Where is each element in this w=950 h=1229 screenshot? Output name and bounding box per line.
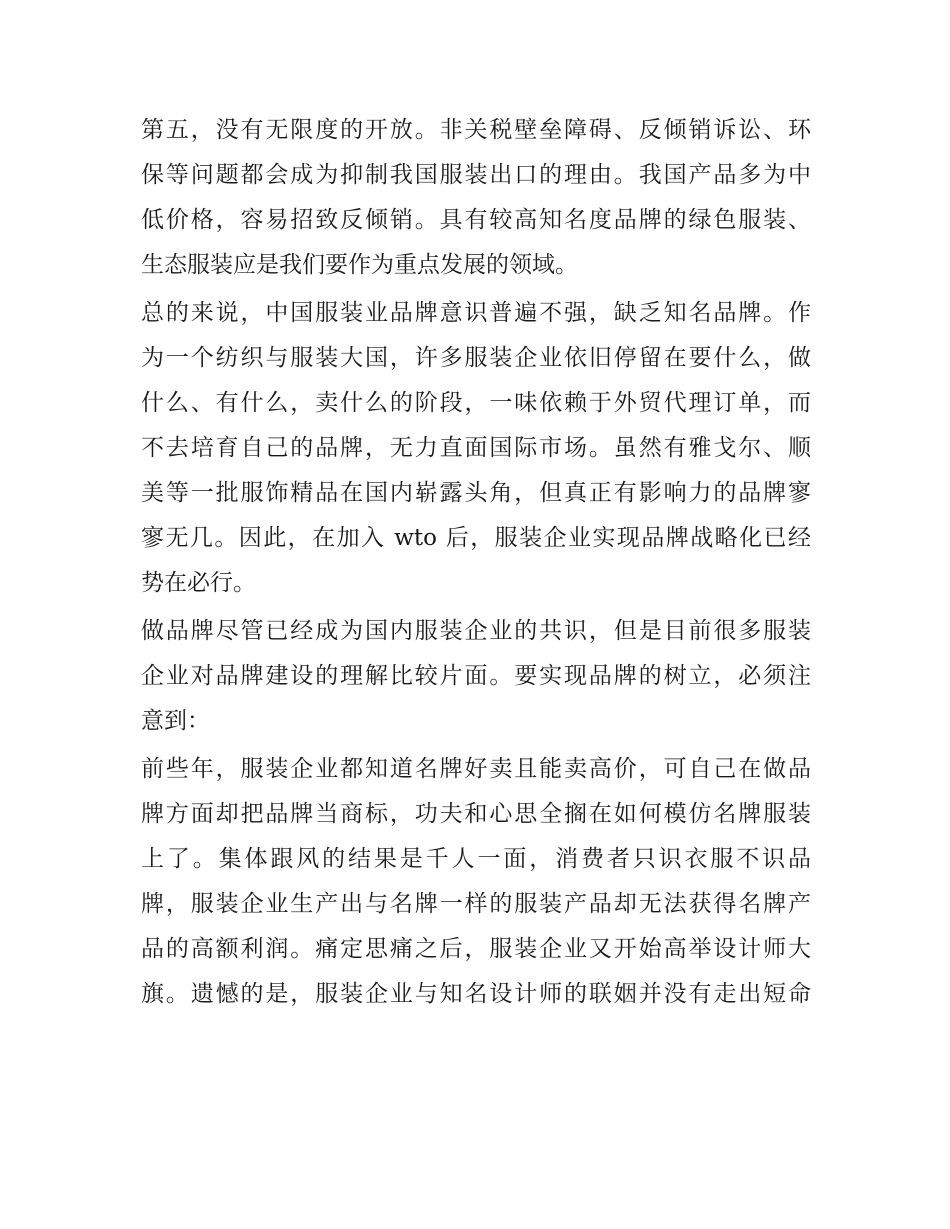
text-line: 第五，没有无限度的开放。非关税壁垒障碍、反倾销诉讼、环 <box>141 117 811 143</box>
document-body <box>141 108 811 1020</box>
text-line: 势在必行。 <box>141 570 256 596</box>
paragraph-brand-building <box>141 609 811 744</box>
paragraph-summary <box>141 291 811 606</box>
text-line: 旗。遗憾的是，服装企业与知名设计师的联姻并没有走出短命 <box>141 981 811 1007</box>
text-line: 企业对品牌建设的理解比较片面。要实现品牌的树立，必须注 <box>141 663 811 689</box>
text-line: 美等一批服饰精品在国内崭露头角，但真正有影响力的品牌寥 <box>141 480 811 506</box>
paragraph-fifth-point <box>141 108 811 288</box>
text-line: 生态服装应是我们要作为重点发展的领域。 <box>141 252 578 278</box>
text-line: 意到： <box>141 708 210 734</box>
text-line: 总的来说，中国服装业品牌意识普遍不强，缺乏知名品牌。作 <box>141 300 811 326</box>
text-line: 寥无几。因此，在加入 wto 后，服装企业实现品牌战略化已经 <box>141 525 811 551</box>
paragraph-past-years <box>141 747 811 1017</box>
text-line: 上了。集体跟风的结果是千人一面，消费者只识衣服不识品 <box>141 846 811 872</box>
text-line: 前些年，服装企业都知道名牌好卖且能卖高价，可自己在做品 <box>141 756 811 782</box>
text-line: 什么、有什么，卖什么的阶段，一味依赖于外贸代理订单，而 <box>141 390 811 416</box>
text-line: 不去培育自己的品牌，无力直面国际市场。虽然有雅戈尔、顺 <box>141 435 811 461</box>
text-line: 保等问题都会成为抑制我国服装出口的理由。我国产品多为中 <box>141 162 811 188</box>
text-line: 做品牌尽管已经成为国内服装企业的共识，但是目前很多服装 <box>141 618 811 644</box>
text-line: 低价格，容易招致反倾销。具有较高知名度品牌的绿色服装、 <box>141 207 811 233</box>
text-line: 牌方面却把品牌当商标，功夫和心思全搁在如何模仿名牌服装 <box>141 801 811 827</box>
text-line: 为一个纺织与服装大国，许多服装企业依旧停留在要什么，做 <box>141 345 811 371</box>
text-line: 牌，服装企业生产出与名牌一样的服装产品却无法获得名牌产 <box>141 891 811 917</box>
text-line: 品的高额利润。痛定思痛之后，服装企业又开始高举设计师大 <box>141 936 811 962</box>
